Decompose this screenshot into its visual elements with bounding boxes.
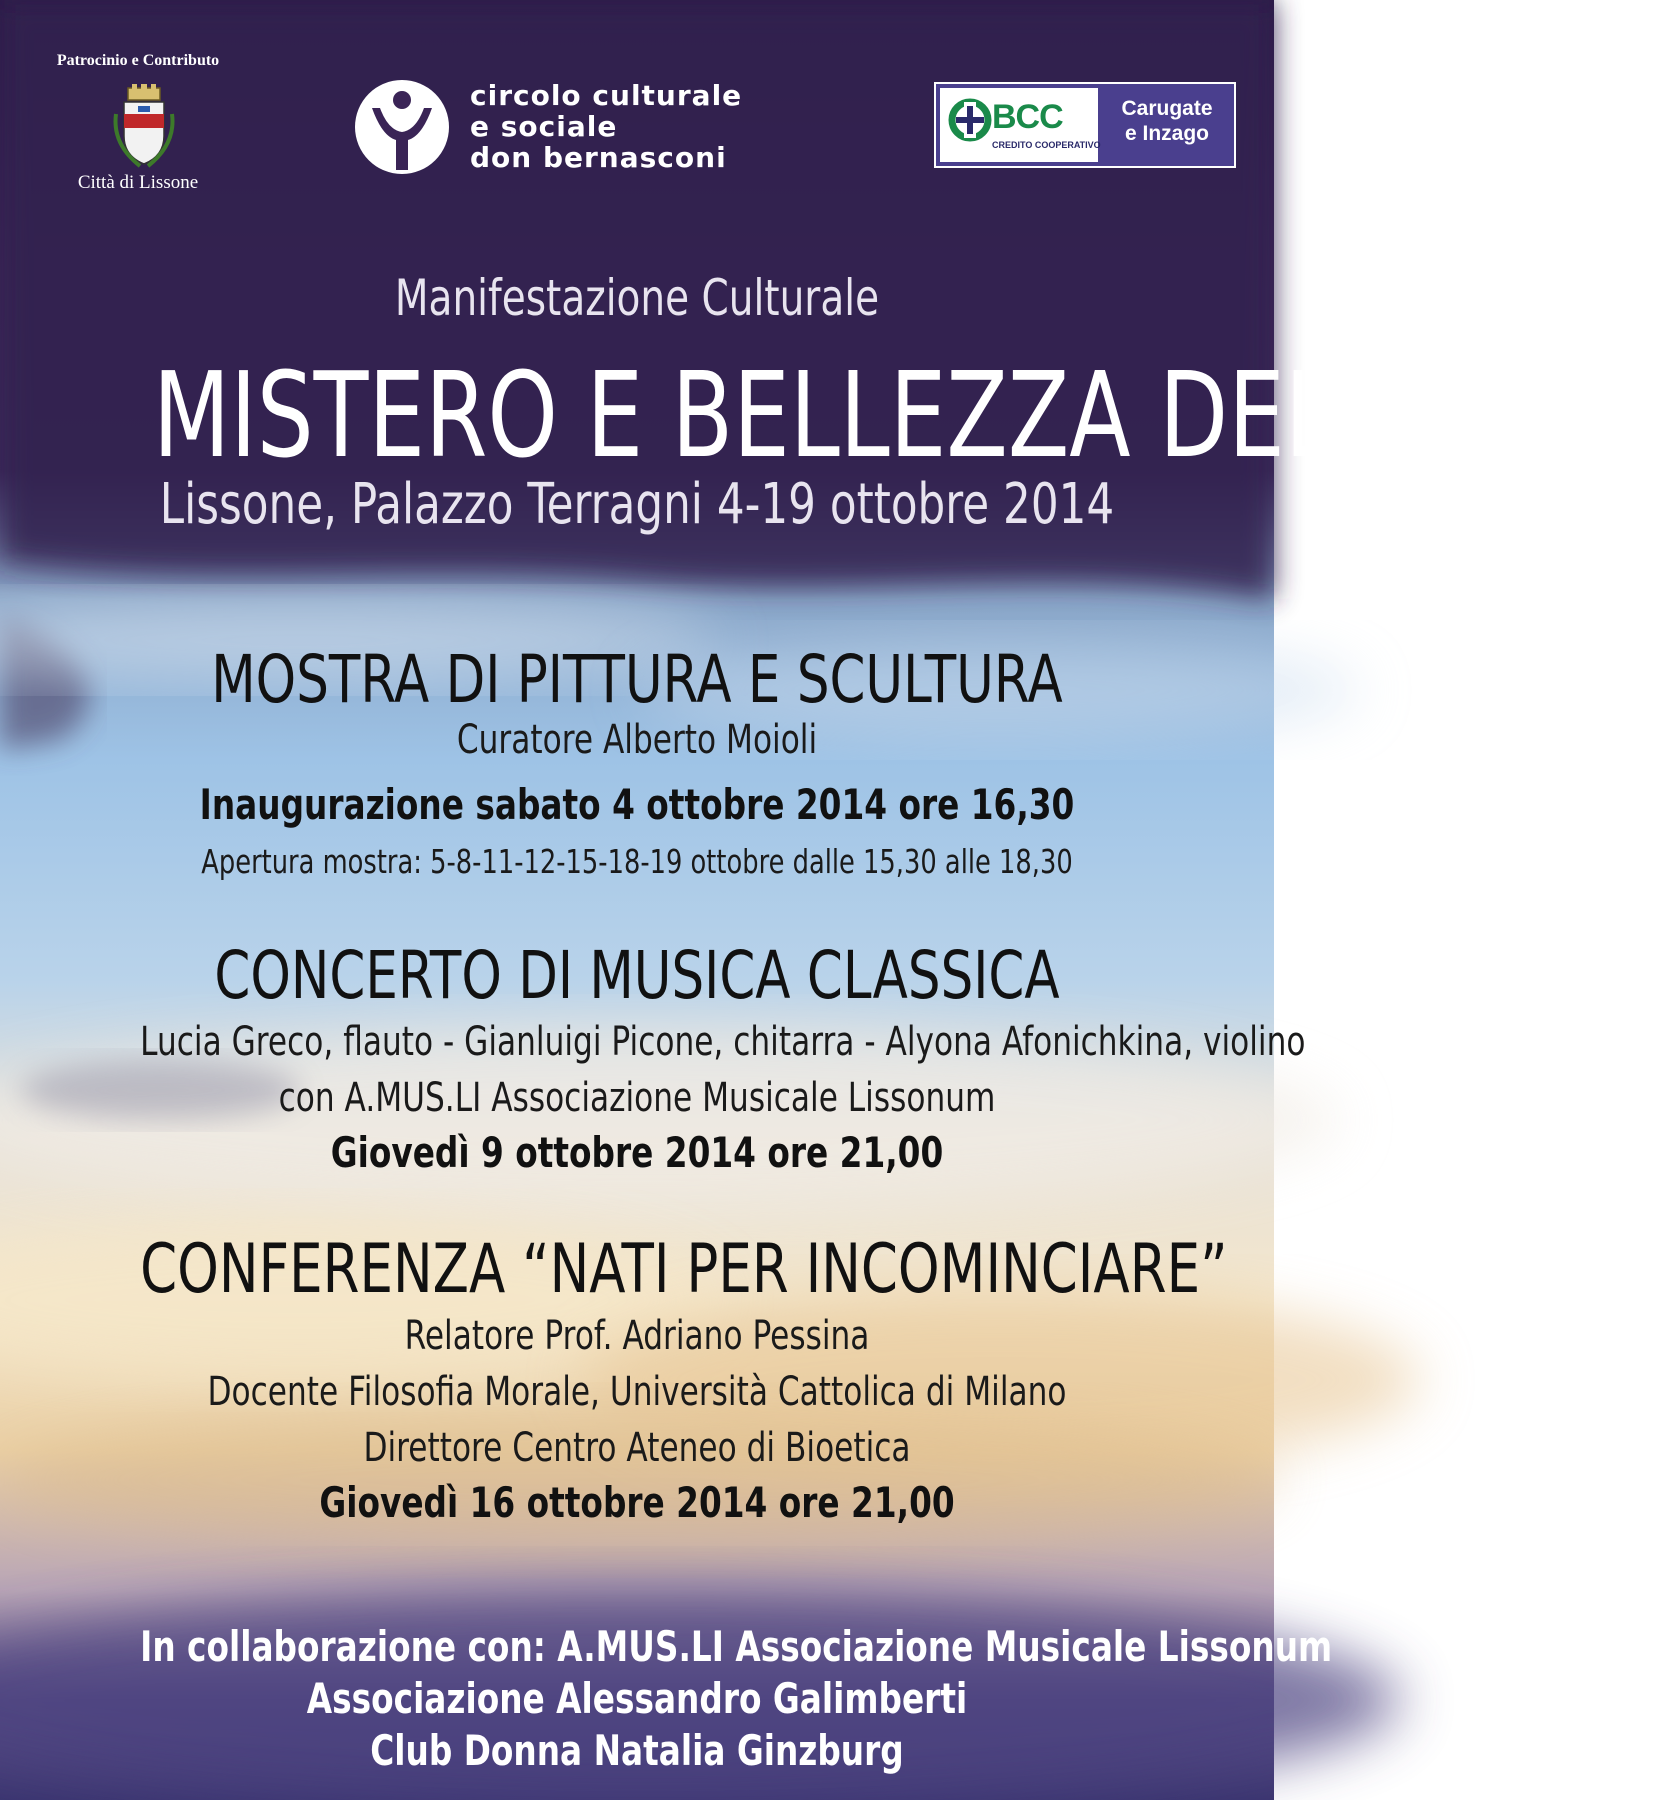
footer-line-2: Associazione Alessandro Galimberti bbox=[306, 1674, 968, 1723]
concerto-performers: Lucia Greco, flauto - Gianluigi Picone, chitarra - Alyona Afonichkina, violino bbox=[140, 1019, 1306, 1065]
mostra-inauguration: Inaugurazione sabato 4 ottobre 2014 ore 16,30 bbox=[199, 780, 1075, 829]
bank-branch-line-1: Carugate bbox=[1121, 97, 1213, 120]
footer-line-1: In collaborazione con: A.MUS.LI Associazione Musicale Lissonum bbox=[140, 1622, 1333, 1671]
patronage-label: Patrocinio e Contributo bbox=[56, 52, 220, 69]
bank-subtitle: CREDITO COOPERATIVO bbox=[992, 140, 1101, 150]
footer-line-3: Club Donna Natalia Ginzburg bbox=[370, 1726, 904, 1775]
conferenza-speaker: Relatore Prof. Adriano Pessina bbox=[404, 1313, 870, 1359]
mostra-heading: MOSTRA DI PITTURA E SCULTURA bbox=[211, 641, 1063, 718]
circolo-line-3: don bernasconi bbox=[470, 141, 727, 174]
circolo-line-2: e sociale bbox=[470, 110, 618, 143]
conferenza-role-1: Docente Filosofia Morale, Università Cattolica di Milano bbox=[207, 1369, 1067, 1415]
mostra-opening-hours: Apertura mostra: 5-8-11-12-15-18-19 ottobre dalle 15,30 alle 18,30 bbox=[201, 842, 1073, 881]
conferenza-date: Giovedì 16 ottobre 2014 ore 21,00 bbox=[319, 1478, 955, 1527]
circolo-logo-icon bbox=[352, 78, 452, 176]
circolo-line-1: circolo culturale bbox=[470, 79, 743, 112]
circolo-name bbox=[470, 80, 742, 173]
conferenza-heading: CONFERENZA “NATI PER INCOMINCIARE” bbox=[140, 1230, 1228, 1309]
event-place-date: Lissone, Palazzo Terragni 4-19 ottobre 2014 bbox=[159, 472, 1115, 537]
bcc-emblem-icon bbox=[948, 98, 992, 142]
concerto-with: con A.MUS.LI Associazione Musicale Lissonum bbox=[278, 1075, 996, 1121]
bank-branch bbox=[1102, 96, 1232, 146]
concerto-heading: CONCERTO DI MUSICA CLASSICA bbox=[214, 937, 1060, 1014]
event-title: MISTERO E BELLEZZA DELLA VITA bbox=[152, 346, 1674, 484]
bank-logo bbox=[934, 82, 1236, 168]
bank-logo-mark bbox=[940, 88, 1101, 162]
event-kicker: Manifestazione Culturale bbox=[394, 269, 880, 327]
conferenza-role-2: Direttore Centro Ateneo di Bioetica bbox=[363, 1425, 911, 1471]
city-name: Città di Lissone bbox=[77, 172, 199, 193]
bank-branch-line-2: e Inzago bbox=[1124, 122, 1209, 145]
city-crest-icon bbox=[110, 84, 178, 168]
bank-name: BCC bbox=[992, 98, 1063, 136]
mostra-curator: Curatore Alberto Moioli bbox=[456, 717, 818, 763]
concerto-date: Giovedì 9 ottobre 2014 ore 21,00 bbox=[330, 1128, 944, 1177]
